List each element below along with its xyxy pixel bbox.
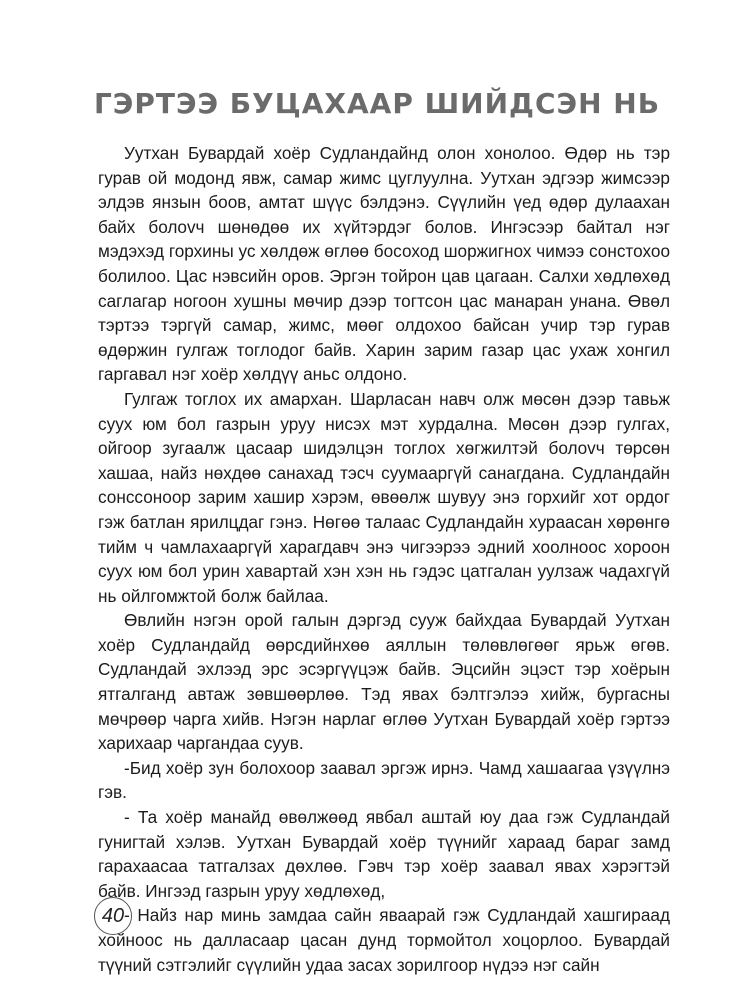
page-number: 40: [94, 897, 132, 935]
page-title: ГЭРТЭЭ БУЦАХААР ШИЙДСЭН НЬ: [93, 87, 661, 120]
paragraph: - Та хоёр манайд өвөлжөөд явбал аштай юу даа гэж Судландай гунигтай хэлэв. Уутхан Бувардай хоёр түүнийг хараад бараг замд гарахаасаа татгалзах дөхлөө. Гэвч тэр хоёр заавал явах хэрэгтэй байв. Ингээд газрын уруу хөдлөхөд,: [98, 807, 670, 901]
paragraph: -Бид хоёр зун болохоор заавал эргэж ирнэ. Чамд хашаагаа үзүүлнэ гэв.: [98, 757, 670, 803]
paragraph: - Найз нар минь замдаа сайн яваарай гэж Судландай хашгираад хойноос нь далласаар цасан дунд тормойтол хоцорлоо. Бувардай түүний сэтгэлийг сүүлийн удаа засах зорилгоор нүдээ нэг сайн: [98, 905, 670, 975]
paragraph: Уутхан Бувардай хоёр Судландайнд олон хонолоо. Өдөр нь тэр гурав ой модонд явж, самар жимс цуглуулна. Уутхан эдгээр жимсээр элдэв янзын боов, амтат шүүс бэлдэнэ. Сүүлийн үед өдөр дулаахан байх болovч шөнөдөө их хүйтэрдэг болов. Ингэсээр байтал нэг мэдэхэд горхины ус хөлдөж өглөө босоход шоржигнох чимээ сонстохоо болилоо. Цас нэвсийн оров. Эргэн тойрон цав цагаан. Салхи хөдлөхөд саглагар ногоон хушны мөчир дээр тогтсон цас манаран унана. Өвөл тэртээ тэргүй самар, жимс, мөөг олдохоо байсан учир тэр гурав өдөржин гулгаж тоглодог байв. Харин зарим газар цас ухаж хонгил гаргавал нэг хоёр хөлдүү аньс олдоно.: [98, 143, 670, 385]
paragraph: Гулгаж тоглох их амархан. Шарласан навч олж мөсөн дээр тавьж суух юм бол газрын уруу нисэх мэт хурдална. Мөсөн дээр гулгах, ойгоор зугаалж цасаар шидэлцэн тоглох хөгжилтэй болovч төрсөн хашаа, найз нөхдөө санахад тэсч суумааргүй санагдана. Судландайн сонссоноор зарим хашир хэрэм, өвөөлж шувуу энэ горхийг хот ордог гэж батлан ярилцдаг гэнэ. Нөгөө талаас Судландайн хураасан хөрөнгө тийм ч чамлахааргүй харагдавч энэ чигээрээ эдний хоолноос хороон суух юм бол урин хавартай хэн хэн нь гэдэс цатгалан уулзаж чадахгүй нь ойлгомжтой болж байлаа.: [98, 388, 670, 606]
body-text: [98, 141, 670, 977]
paragraph: Өвлийн нэгэн орой галын дэргэд сууж байхдаа Бувардай Уутхан хоёр Судландайд өөрсдийнхөө аяллын төлөвлөгөөг ярьж өгөв. Судландай эхлээд эрс эсэргүүцэж байв. Эцсийн эцэст тэр хоёрын ятгалганд автаж зөвшөөрлөө. Тэд явах бэлтгэлээ хийж, бургасны мөчрөөр чарга хийв. Нэгэн нарлаг өглөө Уутхан Бувардай хоёр гэртээ харихаар чаргандаа суув.: [98, 610, 670, 754]
